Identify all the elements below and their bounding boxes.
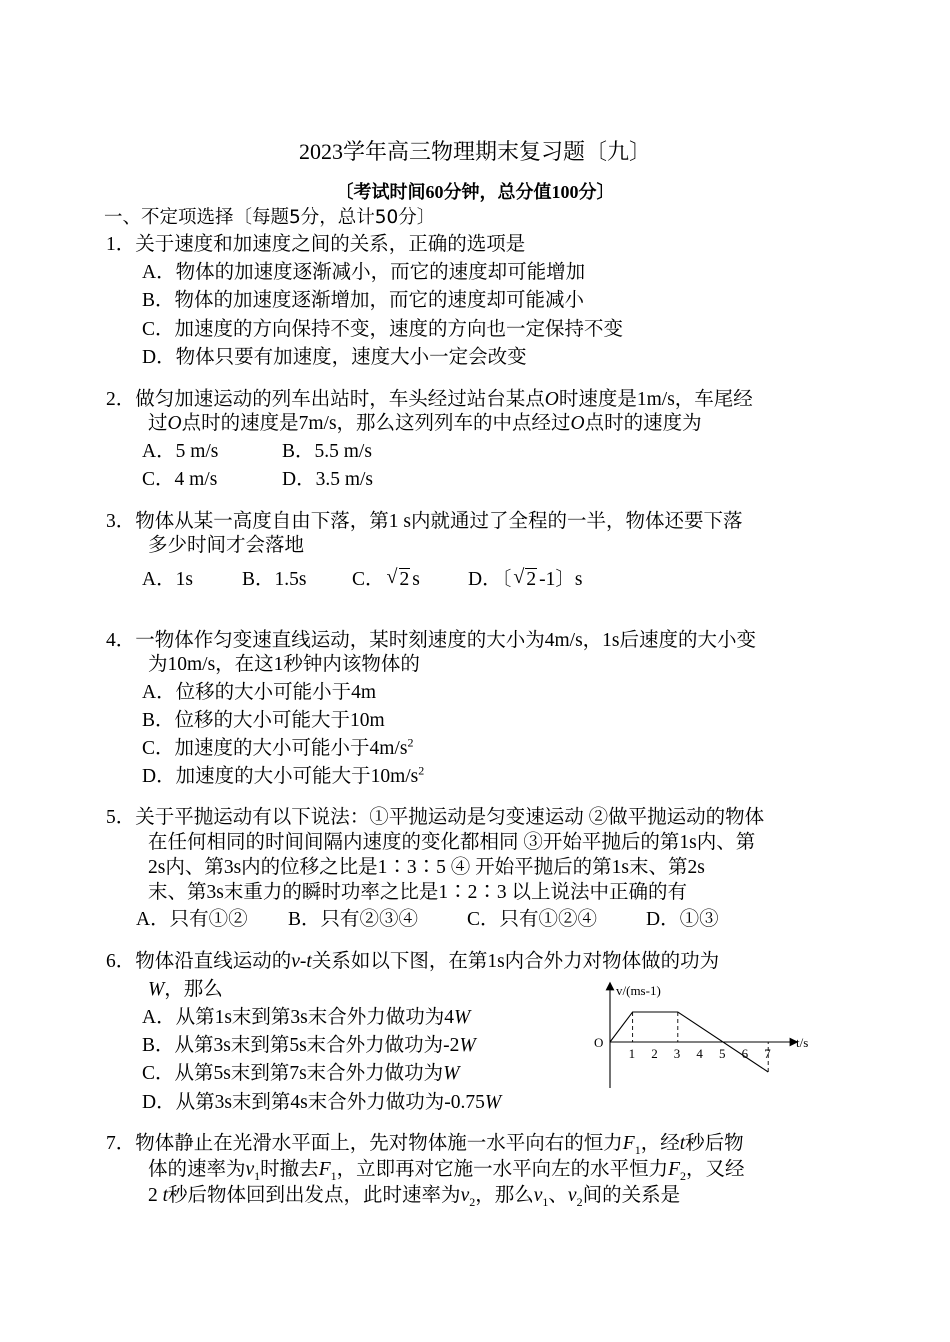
q2-option-d: D．3.5 m/s	[282, 469, 374, 490]
q4-option-c: C．加速度的大小可能小于$4m/s^2$	[142, 735, 414, 759]
q1-option-d: D．物体只要有加速度，速度大小一定会改变	[142, 347, 527, 368]
x-axis-label: t/s	[796, 1035, 809, 1050]
q7-stem-line1: 7．物体静止在光滑水平面上，先对物体施一水平向右的恒力$F_1$，经t秒后物	[106, 1133, 744, 1157]
q2-option-a: A．5 m/s	[142, 441, 219, 462]
q6-option-c: C．从第5s末到第7s末合外力做功为W	[142, 1063, 460, 1084]
q2-option-c: C．4 m/s	[142, 469, 218, 490]
q4-stem-line1: 4．一物体作匀变速直线运动，某时刻速度的大小为4m/s，1s后速度的大小变	[106, 630, 757, 651]
q6-option-b: B．从第3s末到第5s末合外力做功为-2W	[142, 1035, 476, 1056]
q7-stem-line2: 体的速率为$v_1$时撤去$F_1$，立即再对它施一水平向左的水平恒力$F_2$，又经	[148, 1159, 745, 1183]
page-title: 2023学年高三物理期末复习题〔九〕	[298, 139, 651, 164]
x-tick-label: 3	[673, 1046, 681, 1061]
q5-option-b: B．只有②③④	[288, 909, 419, 930]
q4-option-d: D．加速度的大小可能大于$10m/s^2$	[142, 763, 425, 787]
x-tick-label: 7	[764, 1046, 771, 1061]
x-tick-label: 1	[628, 1046, 636, 1061]
q3-stem-line1: 3．物体从某一高度自由下落，第1 s内就通过了全程的一半，物体还要下落	[106, 511, 743, 532]
q3-option-b: B．1.5s	[242, 569, 307, 590]
q4-option-a: A．位移的大小可能小于4m	[142, 682, 377, 703]
y-axis-label: v/(ms-1)	[616, 983, 661, 998]
q6-option-a: A．从第1s末到第3s末合外力做功为4W	[142, 1007, 471, 1028]
q3-stem-line2: 多少时间才会落地	[148, 535, 305, 556]
q2-option-b: B．5.5 m/s	[282, 441, 372, 462]
q4-stem-line2: 为10m/s，在这1秒钟内该物体的	[148, 654, 420, 675]
sqrt-2-expression: √ 2	[386, 566, 410, 590]
x-tick-label: 6	[741, 1046, 749, 1061]
q6-option-d: D．从第3s末到第4s末合外力做功为-0.75W	[142, 1092, 502, 1113]
q3-option-d: D．〔 √ 2 -1〕s	[468, 566, 583, 590]
q7-stem-line3: 2 t秒后物体回到出发点，此时速率为$v_2$，那么$v_1$、$v_2$间的关系是	[148, 1185, 681, 1209]
x-tick-label: 4	[696, 1046, 703, 1061]
q3-option-a: A．1s	[142, 569, 193, 590]
q1-option-c: C．加速度的方向保持不变，速度的方向也一定保持不变	[142, 319, 624, 340]
q5-stem-line4: 末、第3s末重力的瞬时功率之比是1∶2∶3 以上说法中正确的有	[148, 882, 687, 903]
q5-stem-line1: 5．关于平抛运动有以下说法：①平抛运动是匀变速运动 ②做平抛运动的物体	[106, 807, 765, 828]
q3-option-c: C． √ 2 s	[352, 566, 420, 590]
q5-option-a: A．只有①②	[136, 909, 248, 930]
page-subtitle: 〔考试时间60分钟，总分值100分〕	[335, 182, 615, 202]
q5-option-c: C．只有①②④	[467, 909, 598, 930]
q5-option-d: D．①③	[646, 909, 719, 930]
x-tick-label: 5	[719, 1046, 726, 1061]
x-tick-label: 2	[651, 1046, 658, 1061]
q5-stem-line2: 在任何相同的时间间隔内速度的变化都相同 ③开始平抛后的第1s内、第	[148, 832, 756, 853]
q1-option-b: B．物体的加速度逐渐增加，而它的速度却可能减小	[142, 290, 585, 311]
q1-option-a: A．物体的加速度逐渐减小，而它的速度却可能增加	[142, 262, 586, 283]
origin-label: O	[594, 1035, 604, 1050]
q1-stem: 1．关于速度和加速度之间的关系，正确的选项是	[106, 234, 526, 255]
q6-stem-line2: W，那么	[148, 979, 223, 1000]
sqrt-2-expression: √ 2	[513, 566, 537, 590]
section-heading: 一、不定项选择〔每题5分，总计50分〕	[104, 207, 436, 228]
q5-stem-line3: 2s内、第3s内的位移之比是1∶3∶5 ④ 开始平抛后的第1s末、第2s	[148, 857, 705, 878]
q6-stem-line1: 6．物体沿直线运动的v-t关系如以下图，在第1s内合外力对物体做的功为	[106, 951, 720, 972]
q4-option-b: B．位移的大小可能大于10m	[142, 710, 385, 731]
q2-stem-line2: 过O点时的速度是7m/s，那么这列列车的中点经过O点时的速度为	[148, 413, 702, 434]
q2-stem-line1: 2．做匀加速运动的列车出站时，车头经过站台某点O时速度是1m/s，车尾经	[106, 389, 753, 410]
vt-graph	[580, 980, 820, 1100]
